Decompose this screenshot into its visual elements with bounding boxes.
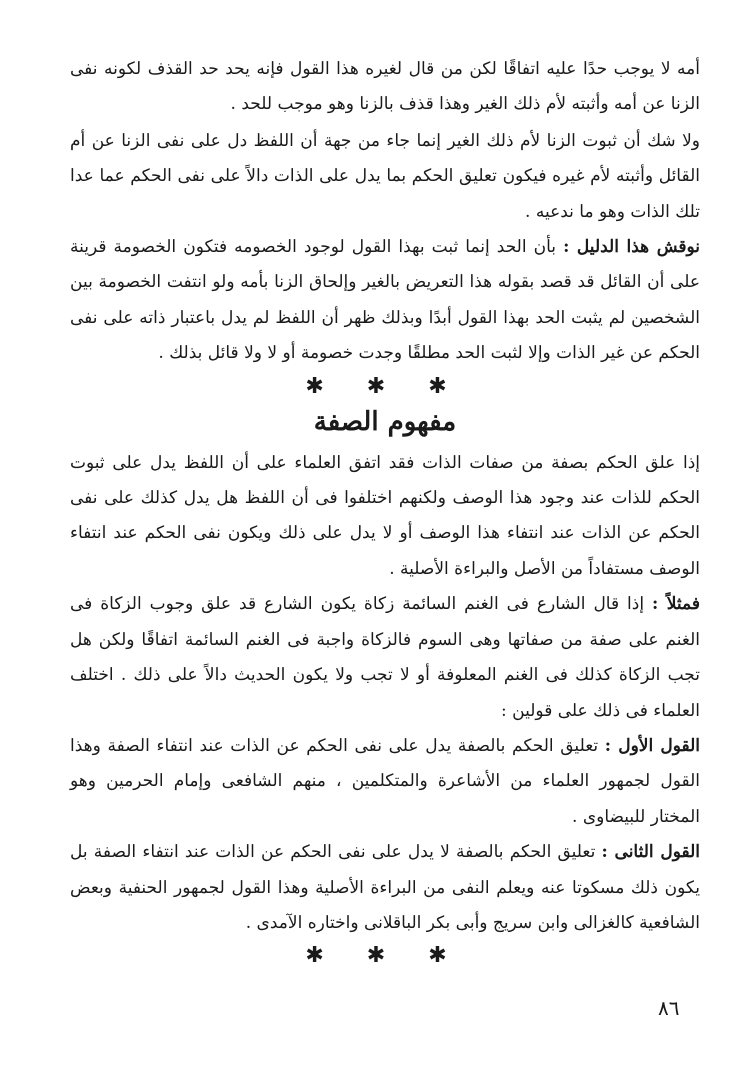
paragraph-5-lead: فمثلاً :	[652, 594, 701, 615]
paragraph-5	[70, 587, 700, 729]
paragraph-3	[70, 230, 700, 372]
paragraph-7	[70, 835, 700, 941]
paragraph-6	[70, 729, 700, 835]
paragraph-2	[70, 124, 700, 230]
paragraph-6-text: تعليق الحكم بالصفة يدل على نفى الحكم عن الذات عند انتفاء الصفة وهذا القول لجمهور العلماء من الأشاعرة والمتكلمين ، منهم الشافعى وإمام الحرمين وهو المختار للبيضاوى .	[70, 735, 700, 827]
section-title: مفهوم الصفة	[313, 406, 457, 437]
paragraph-7-lead: القول الثانى :	[601, 842, 700, 863]
page-body	[70, 52, 700, 969]
separator-stars-1: ✱ ✱ ✱	[305, 373, 465, 399]
paragraph-2-text: ولا شك أن ثبوت الزنا لأم ذلك الغير إنما جاء من جهة أن اللفظ دل على نفى الزنا عن أم القائل وأثبته لأم غيره فيكون تعليق الحكم بما يدل على الذات دالاً على نفى الحكم عما عدا تلك الذات وهو ما ندعيه .	[70, 130, 700, 222]
page-number: ٨٦	[658, 996, 680, 1020]
paragraph-1-text: أمه لا يوجب حدًا عليه اتفاقًا لكن من قال لغيره هذا القول فإنه يحد حد القذف لكونه نفى الزنا عن أمه وأثبته لأم ذلك الغير وهذا قذف بالزنا وهو موجب للحد .	[70, 59, 700, 115]
paragraph-6-lead: القول الأول :	[604, 735, 700, 756]
paragraph-3-lead: نوقش هذا الدليل :	[563, 237, 701, 258]
paragraph-5-text: إذا قال الشارع فى الغنم السائمة زكاة يكون الشارع قد علق وجوب الزكاة فى الغنم على صفة من صفاتها وهى السوم فالزكاة واجبة فى الغنم السائمة اتفاقًا ولكن هل تجب الزكاة كذلك فى الغنم المعلوفة أو لا تجب ولا يكون الحديث دالاً على ذلك . اختلف العلماء فى ذلك على قولين :	[70, 594, 700, 721]
paragraph-1	[70, 52, 700, 123]
separator-stars-2: ✱ ✱ ✱	[305, 943, 465, 969]
paragraph-3-text: بأن الحد إنما ثبت بهذا القول لوجود الخصومه فتكون الخصومة قرينة على أن القائل قد قصد بقوله هذا التعريض بالغير وإلحاق الزنا بأمه ولو انتفت الخصومة بين الشخصين لم يثبت الحد بهذا القول أبدًا وبذلك ظهر أن اللفظ لم يدل باعتبار ذاته على نفى الحكم عن غير الذات وإلا لثبت الحد مطلقًا وجدت خصومة أو لا ولا قائل بذلك .	[70, 237, 700, 364]
paragraph-7-text: تعليق الحكم بالصفة لا يدل على نفى الحكم عن الذات عند انتفاء الصفة بل يكون ذلك مسكوتا عنه ويعلم النفى من البراءة الأصلية وهذا القول لجمهور الحنفية وبعض الشافعية كالغزالى وابن سريج وأبى بكر الباقلانى واختاره الآمدى .	[70, 842, 700, 933]
paragraph-4	[70, 446, 700, 588]
paragraph-4-text: إذا علق الحكم بصفة من صفات الذات فقد اتفق العلماء على أن اللفظ يدل على ثبوت الحكم للذات عند وجود هذا الوصف ولكنهم اختلفوا فى أن اللفظ هل يدل كذلك على نفى الحكم عن الذات عند انتفاء هذا الوصف أو لا يدل على ذلك ويكون نفى الحكم عند انتفاء الوصف مستفاداً من الأصل والبراءة الأصلية .	[70, 452, 700, 579]
